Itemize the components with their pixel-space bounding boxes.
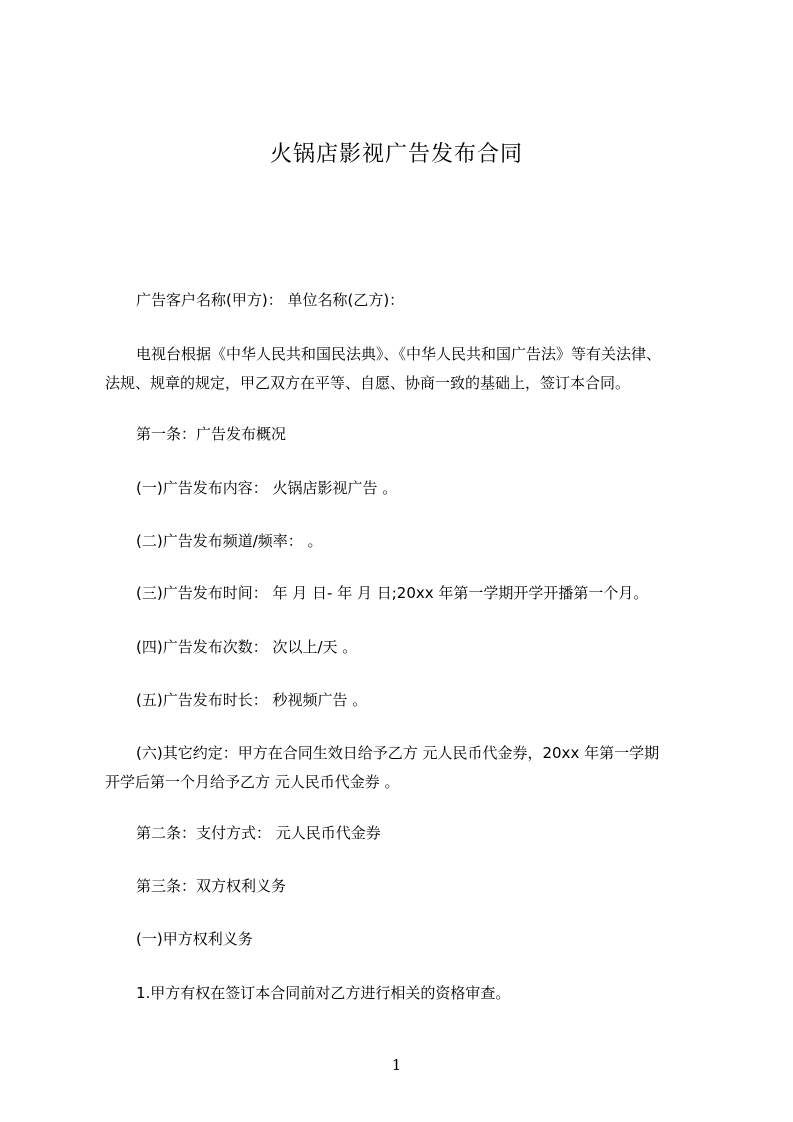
article-1-heading: 第一条：广告发布概况: [136, 425, 287, 443]
clause-frequency: (四)广告发布次数： 次以上/天 。: [136, 638, 358, 656]
party-a-rights-heading: (一)甲方权利义务: [136, 930, 253, 948]
article-3-heading: 第三条：双方权利义务: [136, 877, 287, 895]
clause-duration: (五)广告发布时长： 秒视频广告 。: [136, 691, 368, 709]
clause-content: (一)广告发布内容： 火锅店影视广告 。: [136, 479, 398, 497]
clause-other-line-1: (六)其它约定：甲方在合同生效日给予乙方 元人民币代金券，20xx 年第一学期: [136, 744, 660, 762]
page-number: 1: [391, 1056, 402, 1074]
article-2-heading: 第二条：支付方式： 元人民币代金券: [136, 824, 381, 842]
clause-channel: (二)广告发布频道/频率： 。: [136, 532, 323, 550]
clause-other-line-2: 开学后第一个月给予乙方 元人民币代金券 。: [105, 773, 400, 791]
party-names-line: 广告客户名称(甲方)： 单位名称(乙方)：: [136, 291, 405, 309]
party-a-right-1: 1.甲方有权在签订本合同前对乙方进行相关的资格审查。: [136, 984, 511, 1002]
clause-time: (三)广告发布时间： 年 月 日- 年 月 日;20xx 年第一学期开学开播第一个月。: [136, 584, 649, 602]
preamble-line-1: 电视台根据《中华人民共和国民法典》、《中华人民共和国广告法》等有关法律、: [136, 345, 662, 363]
document-title: 火锅店影视广告发布合同: [269, 142, 523, 167]
preamble-line-2: 法规、规章的规定，甲乙双方在平等、自愿、协商一致的基础上，签订本合同。: [105, 374, 631, 392]
